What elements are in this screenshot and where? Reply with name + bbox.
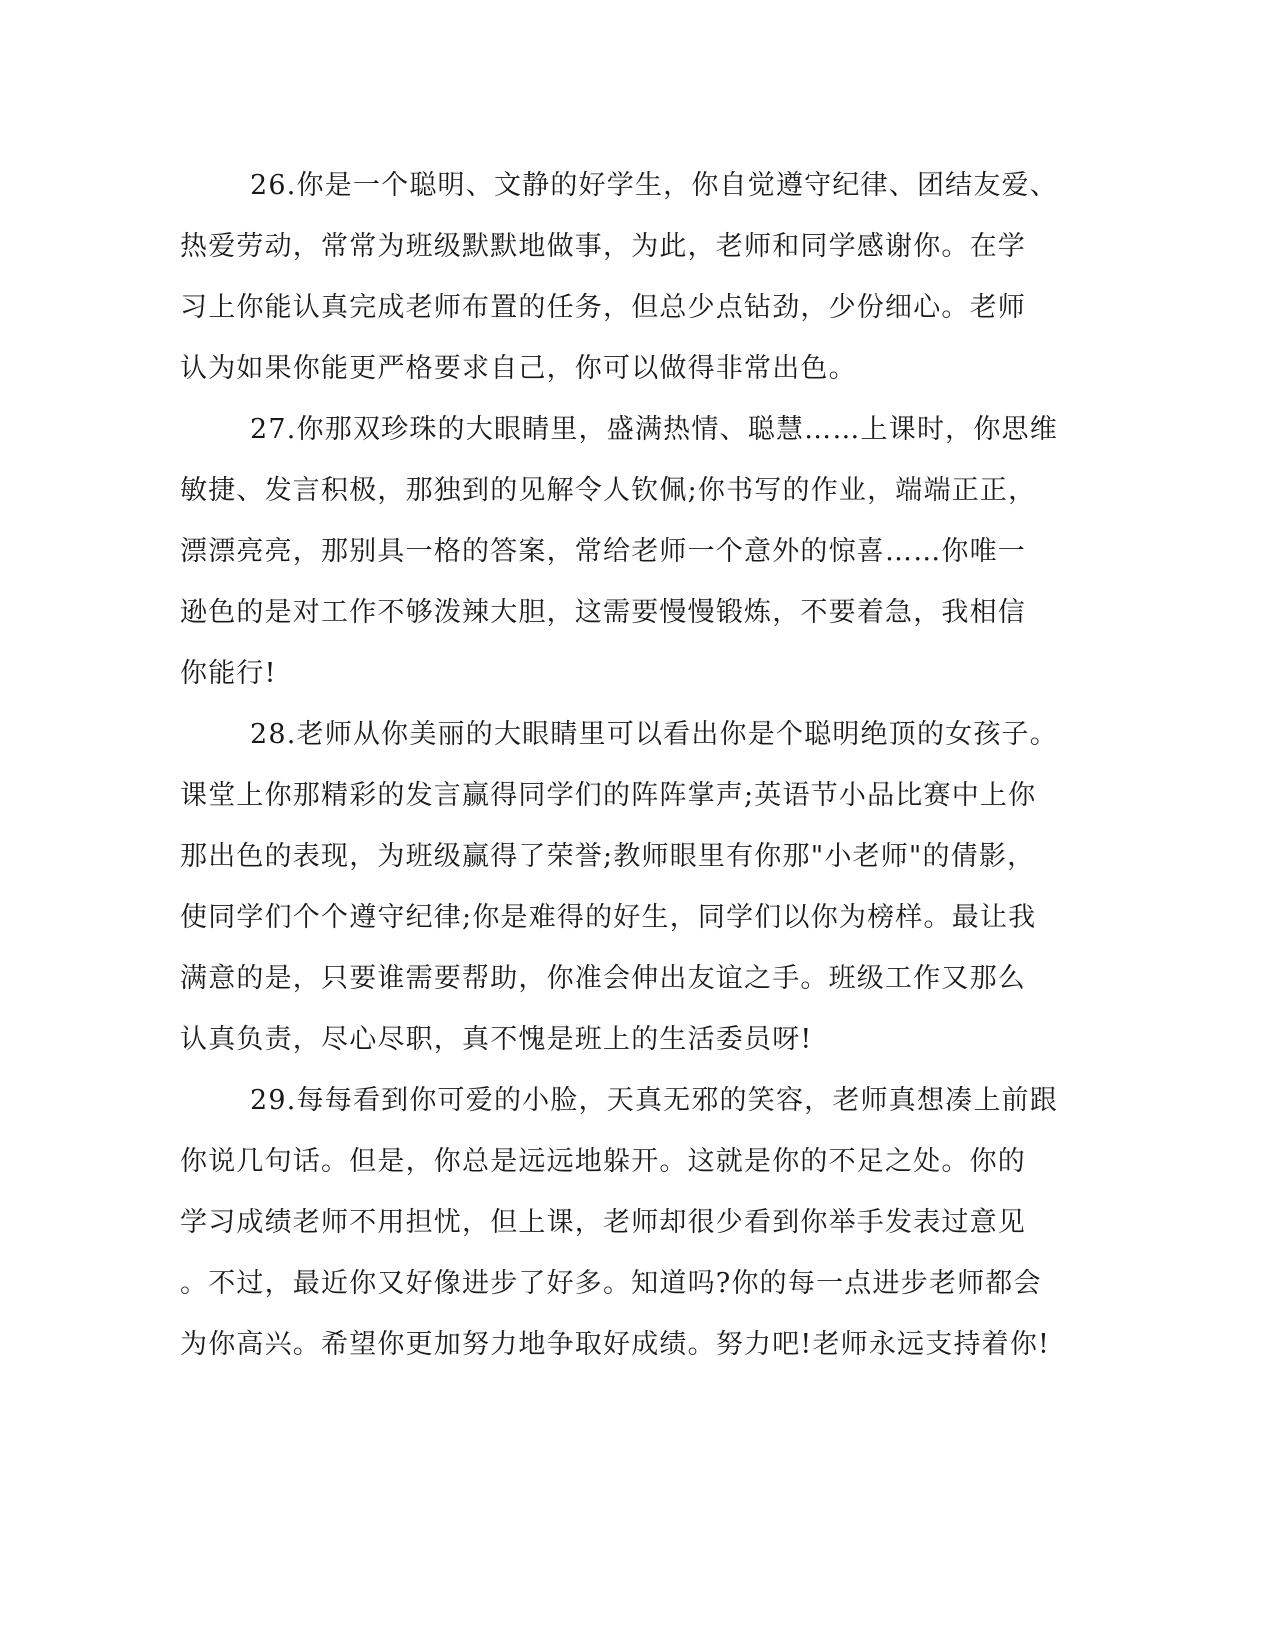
paragraph-line: 认为如果你能更严格要求自己，你可以做得非常出色。 bbox=[180, 353, 857, 384]
paragraph-27 bbox=[180, 399, 1058, 704]
paragraph-line: 逊色的是对工作不够泼辣大胆，这需要慢慢锻炼，不要着急，我相信 bbox=[180, 597, 1026, 628]
paragraph-line: 你能行! bbox=[180, 658, 277, 689]
paragraph-line: 课堂上你那精彩的发言赢得同学们的阵阵掌声;英语节小品比赛中上你 bbox=[180, 780, 1037, 811]
paragraph-line: 27.你那双珍珠的大眼睛里，盛满热情、聪慧……上课时，你思维 bbox=[250, 414, 1058, 445]
document-body bbox=[180, 155, 1058, 1375]
paragraph-line: 26.你是一个聪明、文静的好学生，你自觉遵守纪律、团结友爱、 bbox=[250, 170, 1058, 201]
paragraph-line: 那出色的表现，为班级赢得了荣誉;教师眼里有你那"小老师"的倩影， bbox=[180, 841, 1036, 872]
paragraph-line: 满意的是，只要谁需要帮助，你准会伸出友谊之手。班级工作又那么 bbox=[180, 963, 1026, 994]
paragraph-line: 敏捷、发言积极，那独到的见解令人钦佩;你书写的作业，端端正正， bbox=[180, 475, 1037, 506]
paragraph-line: 29.每每看到你可爱的小脸，天真无邪的笑容，老师真想凑上前跟 bbox=[250, 1085, 1058, 1116]
paragraph-line: 习上你能认真完成老师布置的任务，但总少点钻劲，少份细心。老师 bbox=[180, 292, 1026, 323]
paragraph-line: 认真负责，尽心尽职，真不愧是班上的生活委员呀! bbox=[180, 1024, 813, 1055]
paragraph-line: 你说几句话。但是，你总是远远地躲开。这就是你的不足之处。你的 bbox=[180, 1146, 1026, 1177]
paragraph-29 bbox=[180, 1070, 1058, 1375]
paragraph-line: 28.老师从你美丽的大眼睛里可以看出你是个聪明绝顶的女孩子。 bbox=[250, 719, 1058, 750]
paragraph-line: 为你高兴。希望你更加努力地争取好成绩。努力吧!老师永远支持着你! bbox=[180, 1329, 1051, 1360]
paragraph-line: 学习成绩老师不用担忧，但上课，老师却很少看到你举手发表过意见 bbox=[180, 1207, 1026, 1238]
paragraph-line: 。不过，最近你又好像进步了好多。知道吗?你的每一点进步老师都会 bbox=[180, 1268, 1042, 1299]
paragraph-line: 漂漂亮亮，那别具一格的答案，常给老师一个意外的惊喜……你唯一 bbox=[180, 536, 1026, 567]
paragraph-line: 使同学们个个遵守纪律;你是难得的好生，同学们以你为榜样。最让我 bbox=[180, 902, 1037, 933]
paragraph-26 bbox=[180, 155, 1058, 399]
paragraph-line: 热爱劳动，常常为班级默默地做事，为此，老师和同学感谢你。在学 bbox=[180, 231, 1026, 262]
paragraph-28 bbox=[180, 704, 1058, 1070]
